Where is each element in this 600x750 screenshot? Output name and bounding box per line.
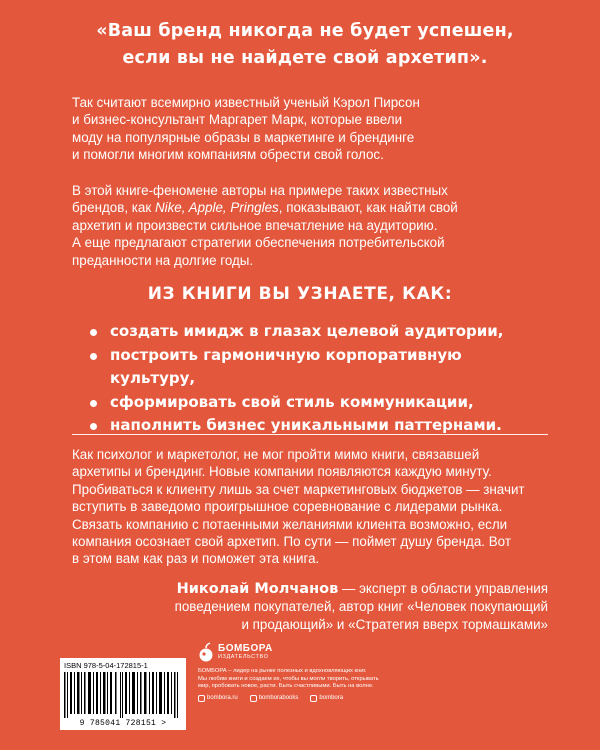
bullet-icon (90, 353, 97, 360)
author-desc: — эксперт в области управления (338, 581, 548, 596)
text-line: мир, пробовать новое, расти. Быть счастливыми. Быть на волне. (198, 683, 374, 690)
text-line: Мы любим книги и создаем их, чтобы вы могли творить, открывать (198, 675, 379, 682)
barcode-digits: 9 785041 728151 > (79, 719, 167, 728)
publisher-description (198, 668, 398, 691)
list-item (88, 344, 548, 391)
review-text (72, 446, 548, 568)
list-item-text: создать имидж в глазах целевой аудитории, (110, 322, 504, 340)
text-line: А еще предлагают стратегии обеспечения потребительской (72, 235, 445, 251)
text-line: преданности на долгие годы. (72, 252, 254, 268)
intro-paragraph-1 (72, 94, 542, 164)
text-line: Связать компанию с потаенными желаниями клиента возможно, если (72, 516, 508, 532)
globe-icon (198, 695, 205, 702)
publisher-subtitle: ИЗДАТЕЛЬСТВО (218, 654, 269, 660)
text-line: БОМБОРА – лидер на рынке полезных и вдохновляющих книг. (198, 668, 367, 674)
brand-names: Nike, Apple, Pringles (154, 200, 279, 216)
text-line: В этой книге-феномене авторы на примере таких известных (72, 183, 448, 198)
telegram-icon (310, 695, 317, 702)
text-line: Так считают всемирно известный ученый Кэрол Пирсон (72, 95, 420, 110)
text-line: и помогли многим компаниям обрести свой голос. (72, 147, 384, 163)
list-item-text: построить гармоничную корпоративную культуру, (110, 345, 462, 387)
section-divider (72, 434, 548, 435)
text-line: архетип и произвести сильное впечатление на аудиторию. (72, 217, 438, 233)
isbn-label: ISBN 978-5-04-172815-1 (64, 661, 148, 670)
bullet-icon (90, 400, 97, 407)
intro-paragraph-2 (72, 182, 542, 269)
text-line (150, 580, 548, 598)
text-line: в этом вам как раз и поможет эта книга. (72, 551, 320, 567)
text-line: поведением покупателей, автор книг «Человек покупающий (174, 599, 548, 615)
author-name: Николай Молчанов (176, 581, 339, 597)
quote-line-2: если вы не найдете свой архетип». (122, 48, 488, 68)
text-line: и продающий» и «Стратегия вверх тормашками» (241, 616, 548, 632)
text-line: моду на популярные образы в маркетинге и брендинге (72, 129, 415, 145)
social-link (250, 695, 299, 702)
quote-line-1: «Ваш бренд никогда не будет успешен, (96, 21, 514, 41)
vk-icon (250, 695, 257, 702)
social-label: bombora (319, 695, 344, 702)
text-fragment: брендов, как (72, 200, 155, 216)
bombora-logo-icon (198, 642, 214, 662)
bullet-icon (90, 329, 97, 336)
list-item (88, 320, 548, 344)
social-label: bomborabooks (258, 695, 299, 702)
social-label: bombora.ru (207, 695, 238, 702)
barcode-icon (64, 672, 182, 718)
text-line: Пробиваться к клиенту лишь за счет маркетинговых бюджетов — значит (72, 481, 525, 497)
publisher-block (198, 642, 418, 702)
text-line: Как психолог и маркетолог, не мог пройти мимо книги, связавшей (72, 447, 480, 462)
social-link (310, 695, 343, 702)
publisher-socials (198, 695, 418, 702)
social-link (198, 695, 238, 702)
list-item-text: наполнить бизнес уникальными паттернами. (110, 416, 502, 434)
list-item-text: сформировать свой стиль коммуникации, (110, 392, 474, 411)
cover-quote (70, 18, 540, 72)
list-item (88, 391, 548, 415)
text-line: компания осознает свой архетип. По сути — поймет душу бренда. Вот (72, 534, 511, 550)
text-fragment: , показывают, как найти свой (278, 200, 458, 216)
learn-heading: ИЗ КНИГИ ВЫ УЗНАЕТЕ, КАК: (147, 284, 453, 304)
text-line: вступить в заведомо проигрышное соревнование с лидерами рынка. (72, 499, 503, 515)
text-line (72, 199, 542, 216)
barcode (60, 658, 186, 730)
review-author (150, 580, 548, 633)
text-line: архетипы и брендинг. Новые компании появляются каждую минуту. (72, 464, 492, 480)
publisher-name: БОМБОРА (218, 643, 273, 654)
text-line: и бизнес-консультант Маргарет Марк, которые ввели (72, 112, 403, 128)
publisher-logo (198, 642, 418, 662)
bullet-icon (90, 423, 97, 430)
learn-list (88, 320, 548, 438)
